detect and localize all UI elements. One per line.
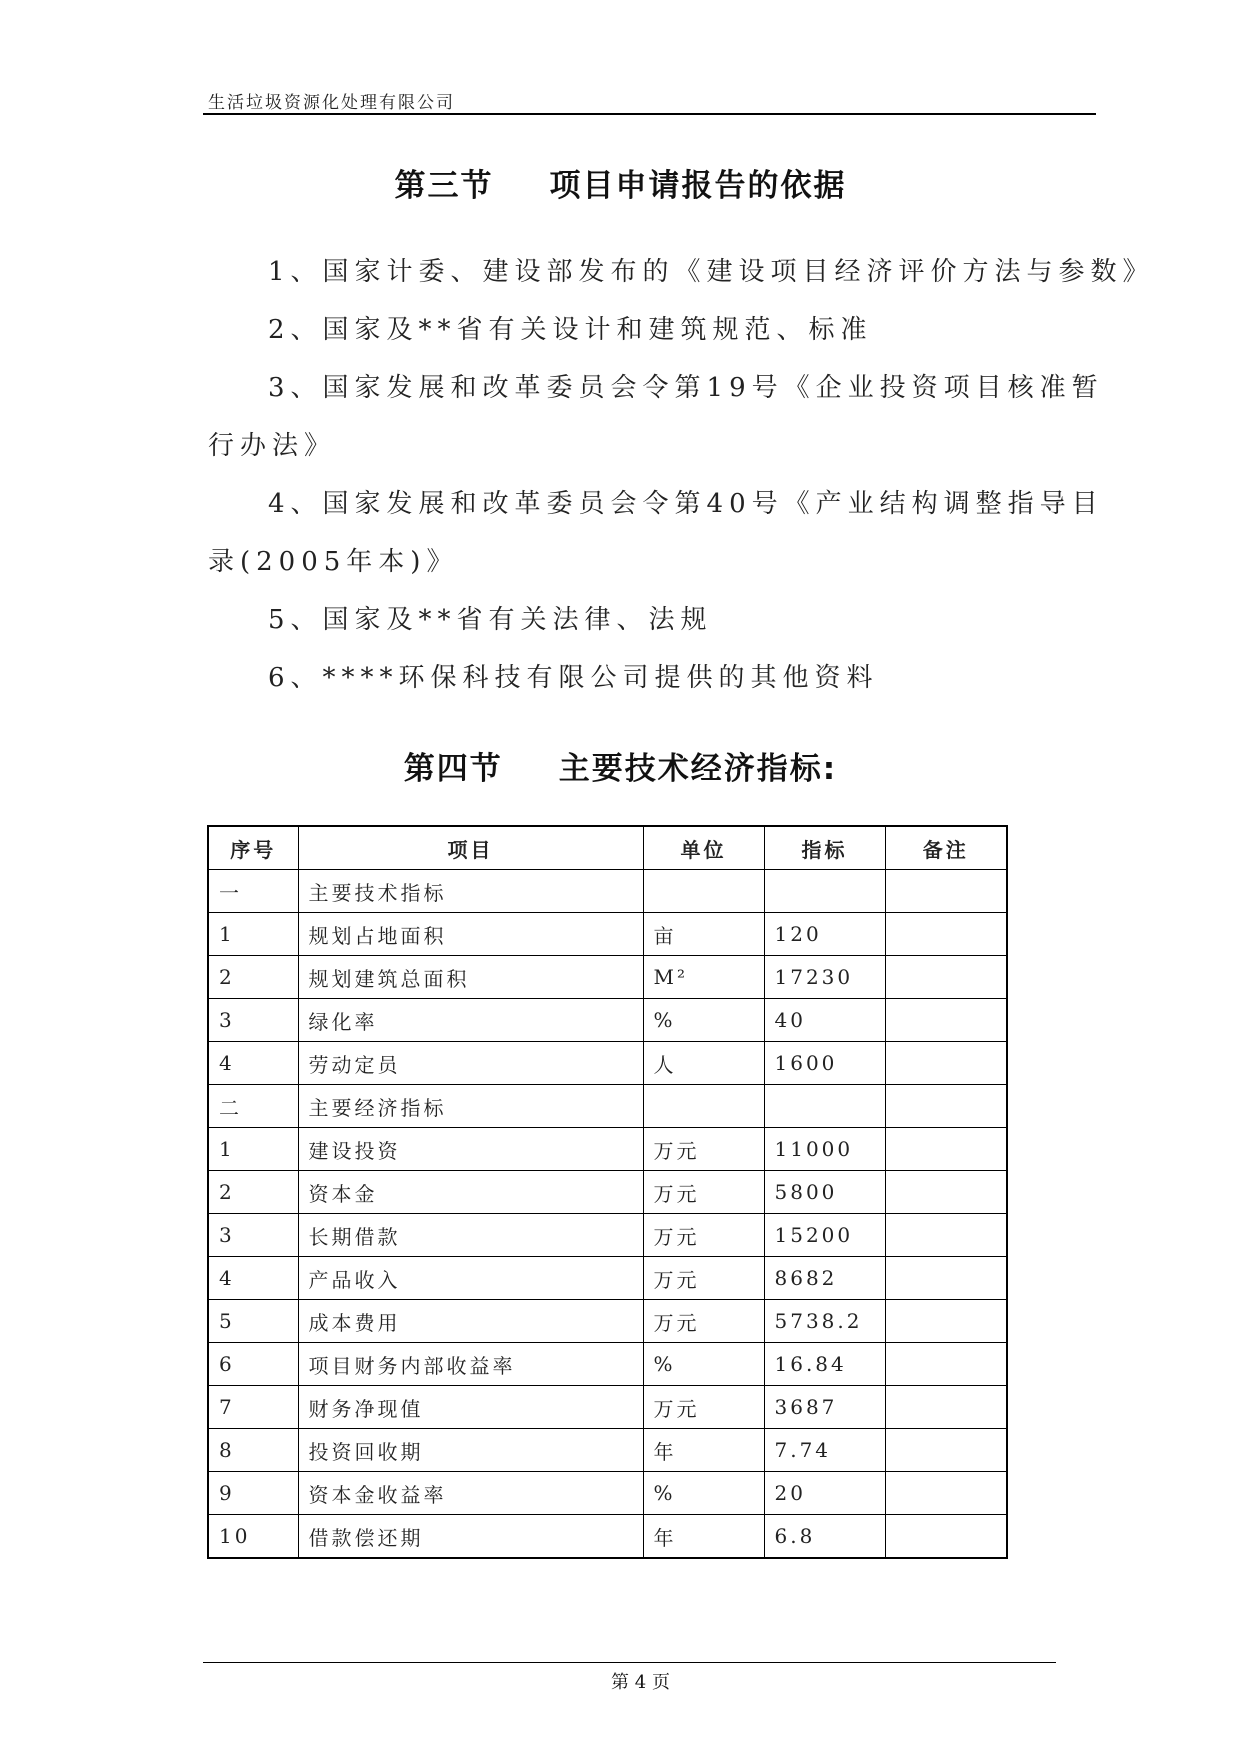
cell-item: 规划占地面积 [298,913,643,956]
basis-item-line: 4、国家发展和改革委员会令第40号《产业结构调整指导目 [268,489,1104,519]
col-header-unit: 单位 [643,826,764,870]
cell-unit [643,870,764,913]
cell-item: 劳动定员 [298,1042,643,1085]
cell-seq: 4 [208,1257,298,1300]
cell-value [764,870,885,913]
cell-unit: 万元 [643,1171,764,1214]
cell-item: 资本金收益率 [298,1472,643,1515]
cell-unit: 万元 [643,1257,764,1300]
cell-value: 3687 [764,1386,885,1429]
cell-unit: % [643,1343,764,1386]
col-header-remark: 备注 [885,826,1007,870]
cell-value: 1600 [764,1042,885,1085]
cell-value: 40 [764,999,885,1042]
cell-unit: 万元 [643,1128,764,1171]
cell-seq: 4 [208,1042,298,1085]
section4-heading [0,743,1241,788]
footer-rule [203,1662,1056,1663]
basis-item-line: 1、国家计委、建设部发布的《建设项目经济评价方法与参数》 [268,257,1155,287]
cell-seq: 1 [208,913,298,956]
cell-unit: 万元 [643,1300,764,1343]
cell-remark [885,1515,1007,1559]
table-row [208,1429,1007,1472]
cell-remark [885,999,1007,1042]
cell-remark [885,913,1007,956]
col-header-value: 指标 [764,826,885,870]
cell-item: 绿化率 [298,999,643,1042]
section3-basis-list [208,243,1155,707]
cell-remark [885,1042,1007,1085]
table-row [208,913,1007,956]
cell-item: 成本费用 [298,1300,643,1343]
cell-seq: 10 [208,1515,298,1559]
cell-seq: 1 [208,1128,298,1171]
cell-unit: 万元 [643,1386,764,1429]
cell-item: 投资回收期 [298,1429,643,1472]
cell-value: 15200 [764,1214,885,1257]
cell-unit [643,1085,764,1128]
cell-seq: 6 [208,1343,298,1386]
cell-unit: 人 [643,1042,764,1085]
table-row [208,956,1007,999]
cell-item: 规划建筑总面积 [298,956,643,999]
cell-item: 财务净现值 [298,1386,643,1429]
cell-seq: 二 [208,1085,298,1128]
table-row [208,1214,1007,1257]
cell-remark [885,1214,1007,1257]
table-row [208,1085,1007,1128]
section4-number: 第四节 [403,751,503,787]
col-header-item: 项目 [298,826,643,870]
cell-item: 借款偿还期 [298,1515,643,1559]
cell-unit: % [643,999,764,1042]
cell-unit: 年 [643,1429,764,1472]
cell-seq: 7 [208,1386,298,1429]
table-header-row [208,826,1007,870]
basis-item-line: 3、国家发展和改革委员会令第19号《企业投资项目核准暂 [268,373,1104,403]
cell-seq: 2 [208,956,298,999]
cell-value: 5800 [764,1171,885,1214]
cell-value: 8682 [764,1257,885,1300]
table-row [208,870,1007,913]
cell-unit: % [643,1472,764,1515]
cell-seq: 5 [208,1300,298,1343]
cell-value: 11000 [764,1128,885,1171]
basis-item-line: 6、****环保科技有限公司提供的其他资料 [268,663,879,693]
cell-value: 17230 [764,956,885,999]
cell-value: 7.74 [764,1429,885,1472]
cell-seq: 一 [208,870,298,913]
table-row [208,1515,1007,1559]
cell-value: 6.8 [764,1515,885,1559]
indicators-table [207,825,1008,1559]
table-row [208,1171,1007,1214]
cell-unit: 年 [643,1515,764,1559]
cell-remark [885,1472,1007,1515]
cell-item: 长期借款 [298,1214,643,1257]
page-number: 第 4 页 [611,1672,670,1693]
cell-remark [885,1171,1007,1214]
table-row [208,999,1007,1042]
cell-remark [885,956,1007,999]
cell-value: 20 [764,1472,885,1515]
cell-value [764,1085,885,1128]
cell-seq: 8 [208,1429,298,1472]
header-rule [203,113,1096,115]
basis-item-line: 录(2005年本)》 [208,547,459,577]
table-row [208,1300,1007,1343]
cell-remark [885,1386,1007,1429]
table-row [208,1343,1007,1386]
table-row [208,1042,1007,1085]
cell-remark [885,1085,1007,1128]
basis-item-line: 2、国家及**省有关设计和建筑规范、标准 [268,315,873,345]
section3-number: 第三节 [394,168,494,204]
cell-seq: 9 [208,1472,298,1515]
cell-remark [885,1257,1007,1300]
cell-item: 资本金 [298,1171,643,1214]
cell-remark [885,1343,1007,1386]
table-row [208,1472,1007,1515]
section3-heading [0,160,1241,205]
cell-value: 16.84 [764,1343,885,1386]
cell-seq: 3 [208,999,298,1042]
section4-title: 主要技术经济指标: [558,751,838,787]
cell-value: 120 [764,913,885,956]
basis-item-line: 5、国家及**省有关法律、法规 [268,605,713,635]
cell-remark [885,1300,1007,1343]
cell-seq: 3 [208,1214,298,1257]
cell-unit: 亩 [643,913,764,956]
header-company: 生活垃圾资源化处理有限公司 [208,93,455,113]
cell-remark [885,1128,1007,1171]
table-row [208,1386,1007,1429]
cell-value: 5738.2 [764,1300,885,1343]
table-row [208,1257,1007,1300]
cell-unit: M² [643,956,764,999]
basis-item-line: 行办法》 [208,431,337,461]
cell-seq: 2 [208,1171,298,1214]
cell-unit: 万元 [643,1214,764,1257]
cell-item: 建设投资 [298,1128,643,1171]
cell-item: 主要技术指标 [298,870,643,913]
cell-item: 项目财务内部收益率 [298,1343,643,1386]
cell-remark [885,1429,1007,1472]
table-row [208,1128,1007,1171]
col-header-seq: 序号 [208,826,298,870]
cell-item: 产品收入 [298,1257,643,1300]
cell-item: 主要经济指标 [298,1085,643,1128]
cell-remark [885,870,1007,913]
section3-title: 项目申请报告的依据 [549,168,847,204]
